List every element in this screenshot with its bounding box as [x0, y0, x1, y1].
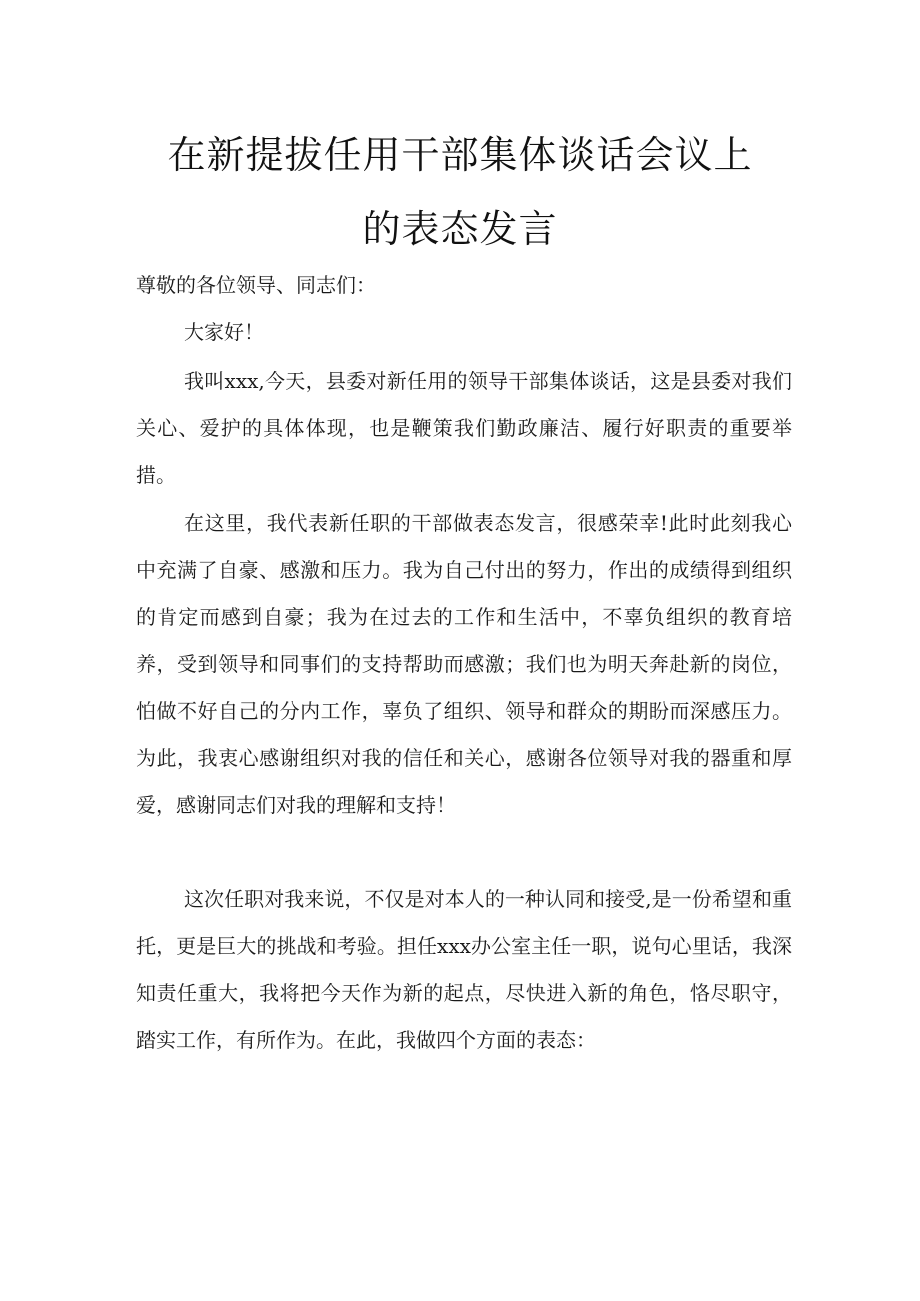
document-title-line-2: 的表态发言 — [362, 207, 558, 251]
greeting: 大家好！ — [184, 320, 264, 344]
paragraph-2: 在这里，我代表新任职的干部做表态发言，很感荣幸!此时此刻我心中充满了自豪、感激和压力。我为自己付出的努力，作出的成绩得到组织的肯定而感到自豪；我为在过去的工作和生活中，不辜负组织的教育培养，受到领导和同事们的支持帮助而感激；我们也为明天奔赴新的岗位，怕做不好自己的分内工作，辜负了组织、领导和群众的期盼而深感压力。为此，我衷心感谢组织对我的信任和关心，感谢各位领导对我的器重和厚爱，感谢同志们对我的理解和支持！ — [136, 511, 792, 817]
document-title-line-1: 在新提拔任用干部集体谈话会议上 — [167, 133, 753, 177]
paragraph-1: 我叫xxx,今天，县委对新任用的领导干部集体谈话，这是县委对我们关心、爱护的具体体现，也是鞭策我们勤政廉洁、履行好职责的重要举措。 — [136, 369, 792, 487]
paragraph-3: 这次任职对我来说，不仅是对本人的一种认同和接受,是一份希望和重托，更是巨大的挑战和考验。担任xxx办公室主任一职，说句心里话，我深知责任重大，我将把今天作为新的起点，尽快进入新的角色，恪尽职守，踏实工作，有所作为。在此，我做四个方面的表态： — [136, 887, 792, 1052]
salutation: 尊敬的各位领导、同志们： — [136, 273, 376, 297]
